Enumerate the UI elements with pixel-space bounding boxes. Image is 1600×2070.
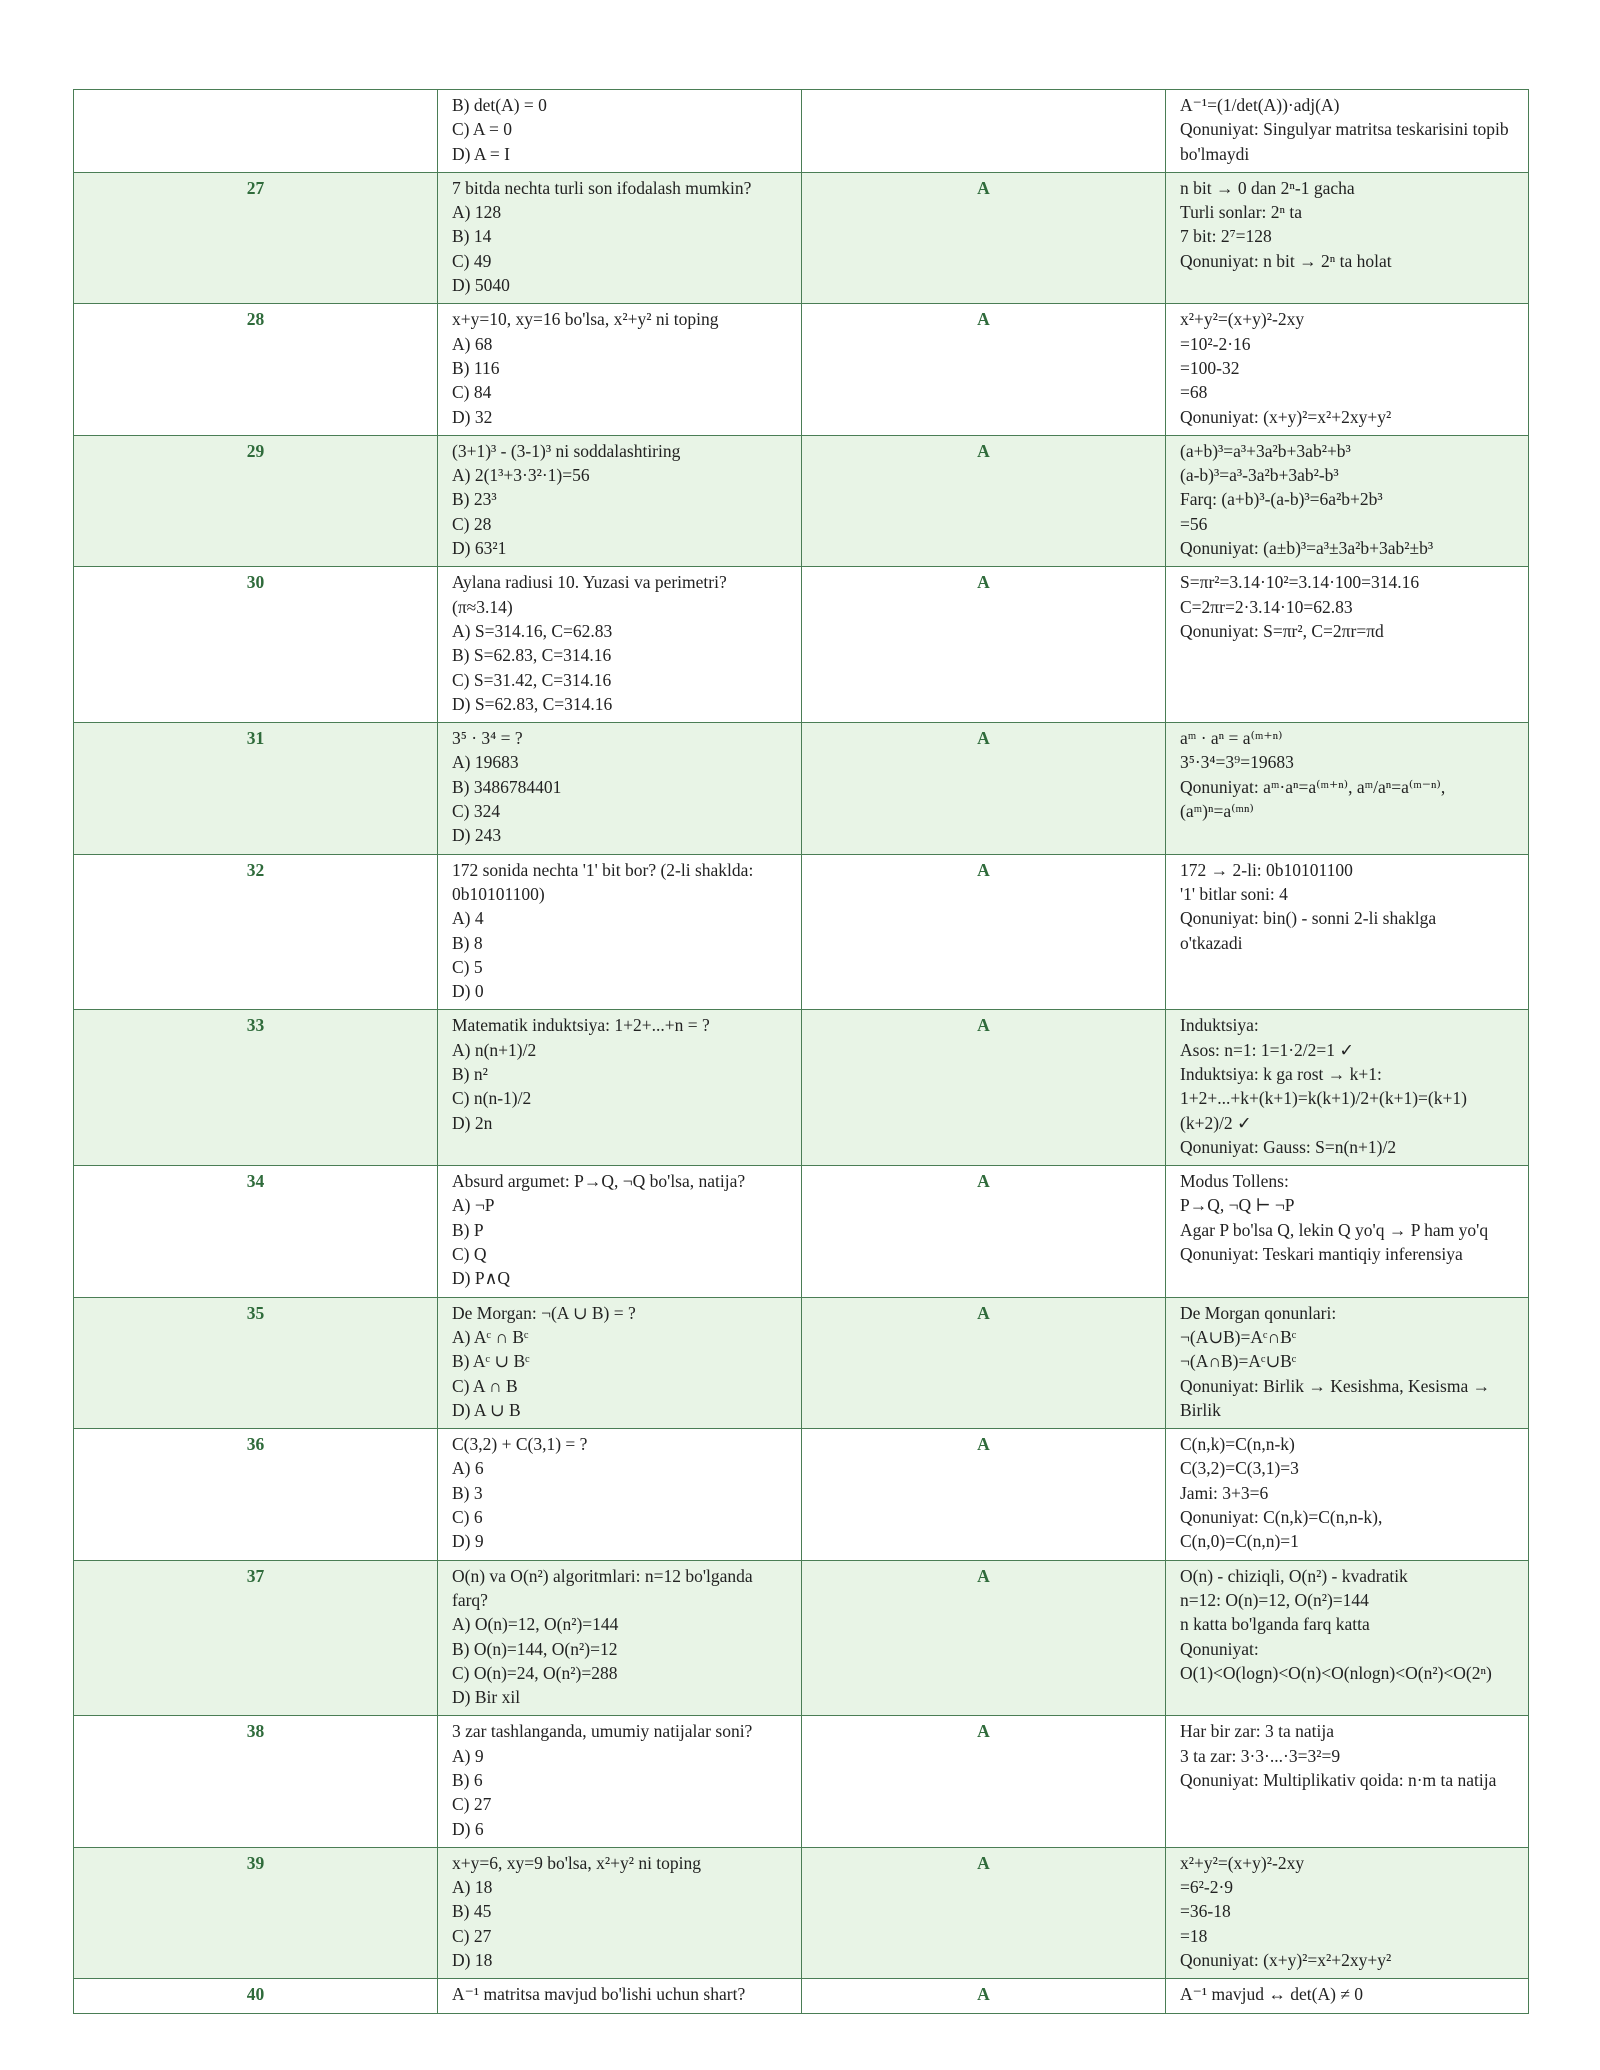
answer-option: C) 49	[452, 250, 492, 271]
explanation-line: 3⁵·3⁴=3⁹=19683	[1180, 752, 1294, 773]
question-text: x+y=6, xy=9 bo'lsa, x²+y² ni toping	[452, 1852, 702, 1873]
explanation-cell	[1166, 723, 1529, 854]
correct-answer: A	[802, 1716, 1166, 1847]
explanation-line: Qonuniyat: aᵐ·aⁿ=a⁽ᵐ⁺ⁿ⁾, aᵐ/aⁿ=a⁽ᵐ⁻ⁿ⁾,	[1180, 776, 1446, 797]
answer-option: A) 6	[452, 1458, 484, 1479]
correct-answer: A	[802, 1297, 1166, 1428]
answer-option: D) 63²1	[452, 538, 507, 559]
answer-option: B) 23³	[452, 489, 497, 510]
question-text: 7 bitda nechta turli son ifodalash mumkin?	[452, 177, 752, 198]
explanation-line: Modus Tollens:	[1180, 1171, 1289, 1192]
correct-answer: A	[802, 435, 1166, 566]
answer-option: B) O(n)=144, O(n²)=12	[452, 1638, 618, 1659]
explanation-cell	[1166, 90, 1529, 173]
explanation-line: =56	[1180, 513, 1208, 534]
question-cell	[438, 90, 802, 173]
explanation-line: Qonuniyat: S=πr², C=2πr=πd	[1180, 620, 1384, 641]
question-number: 38	[74, 1716, 438, 1847]
table-row	[74, 1847, 1529, 1978]
table-row	[74, 1297, 1529, 1428]
explanation-line: =18	[1180, 1925, 1208, 1946]
explanation-line: De Morgan qonunlari:	[1180, 1302, 1337, 1323]
answer-option: A) O(n)=12, O(n²)=144	[452, 1614, 619, 1635]
explanation-line: Qonuniyat: bin() - sonni 2-li shaklga	[1180, 908, 1437, 929]
explanation-line: o'tkazadi	[1180, 932, 1243, 953]
explanation-line: Qonuniyat: Gauss: S=n(n+1)/2	[1180, 1136, 1397, 1157]
table-row	[74, 854, 1529, 1010]
table-row	[74, 567, 1529, 723]
explanation-line: ¬(A∩B)=Aᶜ∪Bᶜ	[1180, 1351, 1297, 1372]
explanation-line: n katta bo'lganda farq katta	[1180, 1614, 1370, 1635]
answer-option: C) 28	[452, 513, 492, 534]
question-cell	[438, 1429, 802, 1560]
answer-option: D) 2n	[452, 1112, 493, 1133]
question-number: 40	[74, 1979, 438, 2013]
question-number: 36	[74, 1429, 438, 1560]
answer-option: C) 324	[452, 801, 501, 822]
answer-option: B) Aᶜ ∪ Bᶜ	[452, 1351, 530, 1372]
question-cell	[438, 172, 802, 303]
explanation-line: C(n,0)=C(n,n)=1	[1180, 1531, 1299, 1552]
table-row	[74, 1560, 1529, 1716]
explanation-line: Agar P bo'lsa Q, lekin Q yo'q → P ham yo'q	[1180, 1219, 1489, 1240]
table-row	[74, 1716, 1529, 1847]
answer-option: A) 128	[452, 202, 502, 223]
question-text: (3+1)³ - (3-1)³ ni soddalashtiring	[452, 440, 681, 461]
explanation-line: (a-b)³=a³-3a²b+3ab²-b³	[1180, 465, 1339, 486]
correct-answer: A	[802, 172, 1166, 303]
question-text: 172 sonida nechta '1' bit bor? (2-li shaklda:	[452, 859, 754, 880]
correct-answer: A	[802, 1979, 1166, 2013]
answer-option: A) 9	[452, 1745, 484, 1766]
explanation-cell	[1166, 1010, 1529, 1166]
correct-answer	[802, 90, 1166, 173]
table-row	[74, 172, 1529, 303]
explanation-line: n bit → 0 dan 2ⁿ-1 gacha	[1180, 177, 1355, 198]
correct-answer: A	[802, 723, 1166, 854]
question-number: 32	[74, 854, 438, 1010]
explanation-line: Qonuniyat: Teskari mantiqiy inferensiya	[1180, 1244, 1463, 1265]
explanation-cell	[1166, 1166, 1529, 1297]
explanation-cell	[1166, 1847, 1529, 1978]
question-text: O(n) va O(n²) algoritmlari: n=12 bo'lganda	[452, 1565, 753, 1586]
question-number: 27	[74, 172, 438, 303]
explanation-line: P→Q, ¬Q ⊢ ¬P	[1180, 1195, 1295, 1216]
explanation-line: 1+2+...+k+(k+1)=k(k+1)/2+(k+1)=(k+1)	[1180, 1088, 1467, 1109]
question-number: 37	[74, 1560, 438, 1716]
explanation-cell	[1166, 1429, 1529, 1560]
question-cell	[438, 435, 802, 566]
explanation-line: C(n,k)=C(n,n-k)	[1180, 1434, 1295, 1455]
explanation-line: 3 ta zar: 3·3·...·3=3²=9	[1180, 1745, 1341, 1766]
question-text: Absurd argumet: P→Q, ¬Q bo'lsa, natija?	[452, 1171, 746, 1192]
answer-option: B) 3	[452, 1482, 483, 1503]
question-text: Matematik induktsiya: 1+2+...+n = ?	[452, 1015, 710, 1036]
answer-option: D) A = I	[452, 143, 510, 164]
question-text: x+y=10, xy=16 bo'lsa, x²+y² ni toping	[452, 309, 719, 330]
quiz-table-body	[74, 90, 1529, 2014]
explanation-line: =100-32	[1180, 357, 1240, 378]
question-cell	[438, 854, 802, 1010]
explanation-line: (a+b)³=a³+3a²b+3ab²+b³	[1180, 440, 1351, 461]
explanation-line: Jami: 3+3=6	[1180, 1482, 1269, 1503]
answer-option: B) det(A) = 0	[452, 95, 547, 115]
answer-option: D) 5040	[452, 275, 510, 296]
answer-option: D) 18	[452, 1950, 493, 1971]
explanation-line: Qonuniyat: C(n,k)=C(n,n-k),	[1180, 1507, 1383, 1528]
question-text: 3⁵ · 3⁴ = ?	[452, 728, 523, 749]
explanation-line: Birlik	[1180, 1399, 1221, 1420]
question-text: farq?	[452, 1589, 488, 1610]
question-number: 33	[74, 1010, 438, 1166]
question-cell	[438, 1716, 802, 1847]
answer-option: C) A ∩ B	[452, 1375, 518, 1396]
answer-option: C) 84	[452, 382, 492, 403]
question-cell	[438, 304, 802, 435]
explanation-cell	[1166, 1979, 1529, 2013]
explanation-line: Turli sonlar: 2ⁿ ta	[1180, 202, 1303, 223]
answer-option: A) n(n+1)/2	[452, 1039, 537, 1060]
table-row	[74, 304, 1529, 435]
correct-answer: A	[802, 1847, 1166, 1978]
correct-answer: A	[802, 304, 1166, 435]
explanation-line: x²+y²=(x+y)²-2xy	[1180, 309, 1305, 330]
explanation-line: Qonuniyat: Birlik → Kesishma, Kesisma →	[1180, 1375, 1491, 1396]
explanation-line: C(3,2)=C(3,1)=3	[1180, 1458, 1299, 1479]
explanation-cell	[1166, 172, 1529, 303]
answer-option: A) S=314.16, C=62.83	[452, 620, 613, 641]
table-row	[74, 435, 1529, 566]
answer-option: B) 8	[452, 932, 483, 953]
explanation-cell	[1166, 567, 1529, 723]
question-cell	[438, 1166, 802, 1297]
table-row	[74, 1166, 1529, 1297]
answer-option: C) O(n)=24, O(n²)=288	[452, 1662, 618, 1683]
answer-option: D) Bir xil	[452, 1687, 521, 1708]
question-cell	[438, 1297, 802, 1428]
question-number: 29	[74, 435, 438, 566]
explanation-line: S=πr²=3.14·10²=3.14·100=314.16	[1180, 572, 1420, 593]
explanation-cell	[1166, 1716, 1529, 1847]
question-number: 35	[74, 1297, 438, 1428]
question-cell	[438, 723, 802, 854]
answer-option: B) 6	[452, 1770, 483, 1790]
answer-option: A) ¬P	[452, 1195, 495, 1216]
question-text: Aylana radiusi 10. Yuzasi va perimetri?	[452, 572, 727, 593]
explanation-cell	[1166, 854, 1529, 1010]
answer-option: C) n(n-1)/2	[452, 1088, 532, 1109]
answer-option: A) 18	[452, 1877, 493, 1898]
question-cell	[438, 1010, 802, 1166]
answer-option: B) P	[452, 1219, 484, 1240]
explanation-line: Induktsiya:	[1180, 1015, 1259, 1036]
table-row	[74, 1429, 1529, 1560]
explanation-cell	[1166, 435, 1529, 566]
answer-option: B) S=62.83, C=314.16	[452, 645, 612, 666]
answer-option: C) A = 0	[452, 119, 512, 140]
explanation-line: Qonuniyat: (x+y)²=x²+2xy+y²	[1180, 406, 1392, 427]
answer-option: A) 68	[452, 333, 493, 354]
explanation-line: Qonuniyat: Singulyar matritsa teskarisini topib bo'lmaydi	[1180, 119, 1509, 164]
answer-option: A) 19683	[452, 752, 519, 773]
explanation-line: Qonuniyat: (a±b)³=a³±3a²b+3ab²±b³	[1180, 538, 1434, 559]
explanation-line: =6²-2·9	[1180, 1877, 1234, 1898]
question-text: De Morgan: ¬(A ∪ B) = ?	[452, 1302, 636, 1323]
question-cell	[438, 1847, 802, 1978]
answer-option: C) Q	[452, 1244, 487, 1265]
question-text: (π≈3.14)	[452, 596, 513, 617]
explanation-line: Qonuniyat: (x+y)²=x²+2xy+y²	[1180, 1950, 1392, 1971]
correct-answer: A	[802, 1429, 1166, 1560]
correct-answer: A	[802, 567, 1166, 723]
correct-answer: A	[802, 1010, 1166, 1166]
explanation-line: =36-18	[1180, 1901, 1231, 1922]
answer-option: D) 0	[452, 981, 484, 1002]
correct-answer: A	[802, 1166, 1166, 1297]
question-number: 30	[74, 567, 438, 723]
correct-answer: A	[802, 1560, 1166, 1716]
explanation-line: A⁻¹=(1/det(A))·adj(A)	[1180, 95, 1340, 115]
answer-option: A) 2(1³+3·3²·1)=56	[452, 465, 590, 486]
explanation-cell	[1166, 1560, 1529, 1716]
explanation-cell	[1166, 304, 1529, 435]
question-number: 34	[74, 1166, 438, 1297]
question-number: 31	[74, 723, 438, 854]
explanation-line: Har bir zar: 3 ta natija	[1180, 1721, 1335, 1742]
explanation-line: Qonuniyat:	[1180, 1638, 1259, 1659]
table-row	[74, 1010, 1529, 1166]
explanation-line: 172 → 2-li: 0b10101100	[1180, 859, 1353, 880]
answer-option: C) 27	[452, 1794, 492, 1815]
answer-option: C) 27	[452, 1925, 492, 1946]
question-number	[74, 90, 438, 173]
explanation-line: Induktsiya: k ga rost → k+1:	[1180, 1063, 1382, 1084]
page-sheet	[73, 89, 1528, 2014]
explanation-line: 7 bit: 2⁷=128	[1180, 226, 1272, 247]
answer-option: D) 6	[452, 1818, 484, 1839]
question-cell	[438, 1560, 802, 1716]
question-text: 3 zar tashlanganda, umumiy natijalar soni?	[452, 1721, 753, 1742]
answer-option: B) 45	[452, 1901, 492, 1922]
answer-option: B) 3486784401	[452, 776, 562, 797]
explanation-line: (k+2)/2 ✓	[1180, 1112, 1252, 1133]
answer-option: D) S=62.83, C=314.16	[452, 693, 613, 714]
explanation-line: ¬(A∪B)=Aᶜ∩Bᶜ	[1180, 1326, 1297, 1347]
question-cell	[438, 1979, 802, 2013]
answer-option: A) Aᶜ ∩ Bᶜ	[452, 1326, 529, 1347]
explanation-line: A⁻¹ mavjud ↔ det(A) ≠ 0	[1180, 1984, 1364, 2005]
explanation-line: O(n) - chiziqli, O(n²) - kvadratik	[1180, 1565, 1408, 1586]
answer-option: D) A ∪ B	[452, 1399, 521, 1420]
explanation-line: =10²-2·16	[1180, 333, 1251, 354]
answer-option: A) 4	[452, 908, 484, 929]
question-number: 28	[74, 304, 438, 435]
explanation-line: n=12: O(n)=12, O(n²)=144	[1180, 1589, 1369, 1610]
question-cell	[438, 567, 802, 723]
explanation-line: Qonuniyat: n bit → 2ⁿ ta holat	[1180, 250, 1392, 271]
answer-option: B) n²	[452, 1063, 488, 1084]
answer-option: C) 6	[452, 1507, 483, 1528]
answer-option: C) 5	[452, 956, 483, 977]
quiz-table	[73, 89, 1529, 2014]
explanation-line: =68	[1180, 382, 1208, 403]
explanation-line: aᵐ · aⁿ = a⁽ᵐ⁺ⁿ⁾	[1180, 728, 1283, 749]
explanation-line: C=2πr=2·3.14·10=62.83	[1180, 596, 1353, 617]
question-text: C(3,2) + C(3,1) = ?	[452, 1434, 588, 1455]
correct-answer: A	[802, 854, 1166, 1010]
table-row	[74, 90, 1529, 173]
answer-option: C) S=31.42, C=314.16	[452, 669, 612, 690]
answer-option: B) 14	[452, 226, 492, 247]
question-number: 39	[74, 1847, 438, 1978]
table-row	[74, 723, 1529, 854]
explanation-line: Qonuniyat: Multiplikativ qoida: n·m ta natija	[1180, 1770, 1497, 1790]
explanation-line: O(1)<O(logn)<O(n)<O(nlogn)<O(n²)<O(2ⁿ)	[1180, 1662, 1492, 1683]
table-row	[74, 1979, 1529, 2013]
explanation-line: x²+y²=(x+y)²-2xy	[1180, 1852, 1305, 1873]
explanation-line: '1' bitlar soni: 4	[1180, 883, 1288, 904]
answer-option: D) 9	[452, 1531, 484, 1552]
question-text: 0b10101100)	[452, 883, 545, 904]
explanation-cell	[1166, 1297, 1529, 1428]
answer-option: D) P∧Q	[452, 1268, 511, 1289]
answer-option: D) 243	[452, 825, 502, 846]
answer-option: D) 32	[452, 406, 493, 427]
question-text: A⁻¹ matritsa mavjud bo'lishi uchun shart?	[452, 1984, 746, 2005]
answer-option: B) 116	[452, 357, 500, 378]
explanation-line: (aᵐ)ⁿ=a⁽ᵐⁿ⁾	[1180, 801, 1254, 822]
explanation-line: Farq: (a+b)³-(a-b)³=6a²b+2b³	[1180, 489, 1383, 510]
explanation-line: Asos: n=1: 1=1·2/2=1 ✓	[1180, 1039, 1355, 1060]
